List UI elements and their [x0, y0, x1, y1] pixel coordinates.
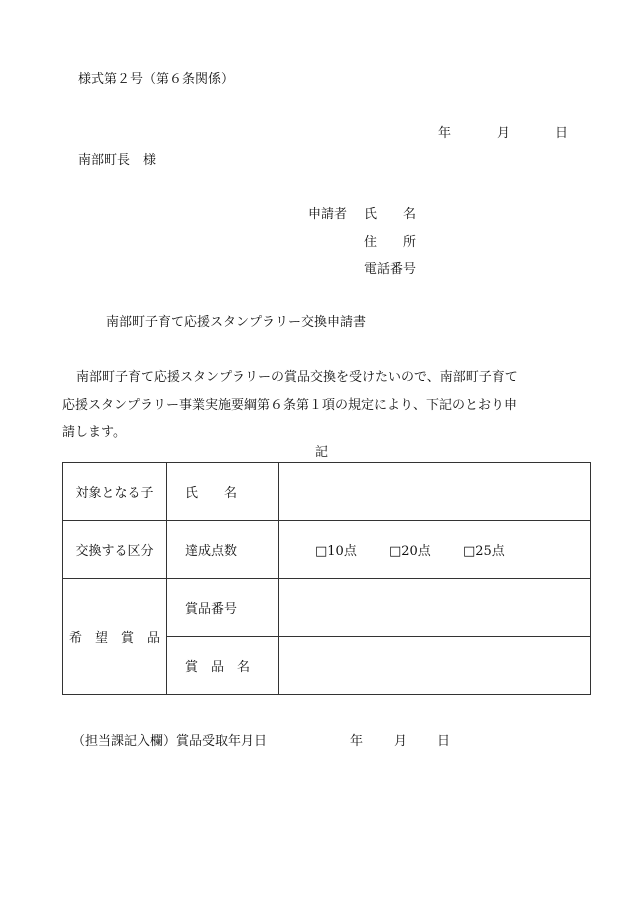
- category-header: 交換する区分: [63, 521, 167, 579]
- body-line: 南部町子育て応援スタンプラリーの賞品交換を受けたいので、南部町子育て: [76, 370, 518, 385]
- applicant-label: 申請者: [308, 207, 348, 222]
- application-table: [62, 462, 591, 695]
- date-month-label: 月: [497, 126, 511, 141]
- addressee: 南部町長 様: [78, 153, 157, 168]
- checkbox-10-points[interactable]: □10点: [315, 544, 357, 559]
- ki-heading: 記: [315, 445, 329, 460]
- prize-header: 希 望 賞 品: [63, 579, 167, 695]
- body-text: [62, 364, 572, 447]
- child-header: 対象となる子: [63, 463, 167, 521]
- applicant-phone-label: 電話番号: [364, 262, 417, 277]
- child-name-field[interactable]: [279, 463, 591, 521]
- body-line: 応援スタンプラリー事業実施要綱第６条第１項の規定により、下記のとおり申: [62, 397, 518, 413]
- footer-month-label: 月: [394, 734, 408, 749]
- checkbox-20-points[interactable]: □20点: [388, 544, 431, 559]
- date-year-label: 年: [438, 126, 452, 141]
- table-row: [63, 463, 591, 521]
- footer-day-label: 日: [437, 734, 451, 749]
- table-row: [63, 521, 591, 579]
- prize-number-label: 賞品番号: [167, 579, 279, 637]
- table-row: [63, 579, 591, 637]
- applicant-address-label: 住 所: [364, 235, 417, 250]
- document-title: 南部町子育て応援スタンプラリー交換申請書: [106, 315, 367, 330]
- footer-year-label: 年: [350, 734, 364, 749]
- prize-name-field[interactable]: [279, 637, 591, 695]
- prize-name-label: 賞 品 名: [167, 637, 279, 695]
- footer-label: （担当課記入欄）賞品受取年月日: [72, 734, 268, 749]
- checkbox-25-points[interactable]: □25点: [462, 544, 505, 559]
- child-name-label: 氏 名: [167, 463, 279, 521]
- applicant-name-label: 氏 名: [364, 207, 417, 222]
- date-day-label: 日: [555, 126, 569, 141]
- points-label: 達成点数: [167, 521, 279, 579]
- form-number: 様式第２号（第６条関係）: [78, 72, 235, 87]
- prize-number-field[interactable]: [279, 579, 591, 637]
- points-options: [279, 521, 591, 579]
- body-line: 請します。: [62, 425, 126, 440]
